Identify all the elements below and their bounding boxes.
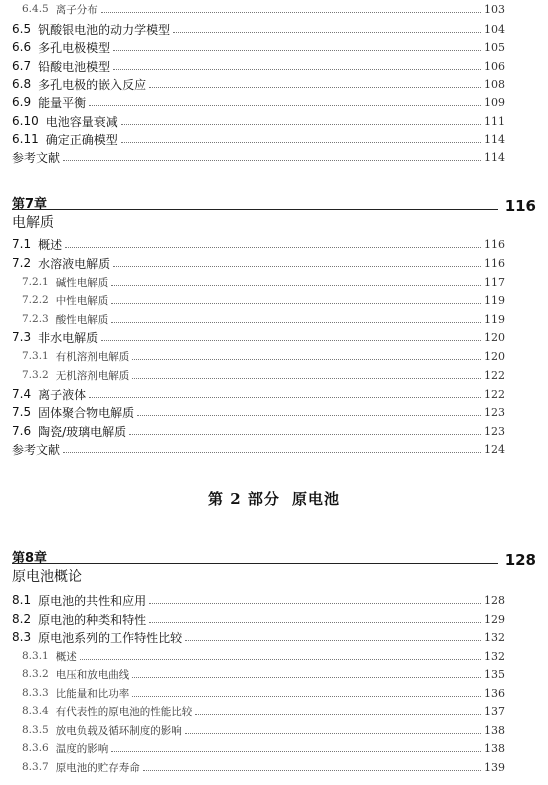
entry-title: 比能量和比功率 xyxy=(55,687,130,700)
toc-entry[interactable] xyxy=(12,385,505,403)
entry-page: 138 xyxy=(484,723,505,737)
entry-page: 105 xyxy=(484,40,505,54)
entry-title: 电压和放电曲线 xyxy=(55,668,130,681)
entry-title: 原电池的种类和特性 xyxy=(38,612,147,627)
entry-page: 128 xyxy=(484,593,505,607)
chapter-title: 电解质 xyxy=(12,215,54,231)
dot-leader xyxy=(63,451,481,453)
entry-page: 123 xyxy=(484,405,505,419)
toc-entry[interactable] xyxy=(12,38,505,56)
toc-entry[interactable] xyxy=(12,235,505,253)
entry-number: 7.5 xyxy=(12,405,32,419)
chapter-rule xyxy=(12,563,498,564)
dot-leader xyxy=(89,104,481,106)
entry-number: 8.3.2 xyxy=(22,668,49,680)
entry-number: 6.6 xyxy=(12,40,32,54)
entry-title: 原电池的共性和应用 xyxy=(38,593,147,608)
entry-number: 7.2 xyxy=(12,256,32,270)
entry-page: 129 xyxy=(484,612,505,626)
entry-number: 8.3 xyxy=(12,630,32,644)
toc-entry[interactable] xyxy=(12,610,505,628)
entry-title: 参考文献 xyxy=(12,442,61,457)
entry-number: 7.4 xyxy=(12,387,32,401)
part-heading[interactable] xyxy=(0,488,548,509)
toc-entry[interactable] xyxy=(12,254,505,272)
part-label: 第 2 部分 xyxy=(208,490,280,508)
toc-entry[interactable] xyxy=(12,647,505,665)
entry-title: 概述 xyxy=(38,237,63,252)
dot-leader xyxy=(137,414,481,416)
toc-entry[interactable] xyxy=(12,628,505,646)
entry-page: 103 xyxy=(484,2,505,16)
dot-leader xyxy=(111,321,481,323)
entry-number: 8.3.4 xyxy=(22,705,49,717)
entry-title: 钒酸银电池的动力学模型 xyxy=(38,22,171,37)
entry-number: 6.10 xyxy=(12,114,39,128)
entry-title: 温度的影响 xyxy=(55,742,109,755)
entry-page: 139 xyxy=(484,760,505,774)
entry-title: 陶瓷/玻璃电解质 xyxy=(38,424,127,439)
entry-number: 6.11 xyxy=(12,132,39,146)
entry-title: 无机溶剂电解质 xyxy=(55,369,130,382)
entry-title: 碱性电解质 xyxy=(55,276,109,289)
toc-entry[interactable] xyxy=(12,721,505,739)
chapter-page: 128 xyxy=(504,551,536,569)
entry-number: 8.3.7 xyxy=(22,761,49,773)
entry-page: 119 xyxy=(484,293,505,307)
dot-leader xyxy=(111,302,481,304)
toc-entry-references[interactable] xyxy=(12,148,505,166)
entry-page: 132 xyxy=(484,630,505,644)
dot-leader xyxy=(132,377,481,379)
dot-leader xyxy=(185,639,481,641)
dot-leader xyxy=(132,695,481,697)
entry-title: 固体聚合物电解质 xyxy=(38,405,135,420)
toc-entry[interactable] xyxy=(12,75,505,93)
dot-leader xyxy=(113,49,481,51)
entry-title: 离子分布 xyxy=(55,3,98,16)
chapter-label: 第7章 xyxy=(12,197,48,212)
entry-number: 7.3 xyxy=(12,330,32,344)
entry-page: 116 xyxy=(484,237,505,251)
dot-leader xyxy=(149,621,481,623)
chapter-rule xyxy=(12,209,498,210)
toc-entry[interactable] xyxy=(12,0,505,18)
entry-page: 104 xyxy=(484,22,505,36)
dot-leader xyxy=(101,11,481,13)
entry-page: 124 xyxy=(484,442,505,456)
toc-entry[interactable] xyxy=(12,328,505,346)
toc-entry[interactable] xyxy=(12,702,505,720)
toc-entry[interactable] xyxy=(12,20,505,38)
dot-leader xyxy=(89,396,481,398)
toc-entry[interactable] xyxy=(12,591,505,609)
toc-entry[interactable] xyxy=(12,665,505,683)
toc-entry[interactable] xyxy=(12,291,505,309)
entry-number: 6.7 xyxy=(12,59,32,73)
dot-leader xyxy=(113,265,481,267)
dot-leader xyxy=(129,433,481,435)
part-title: 原电池 xyxy=(291,490,340,508)
dot-leader xyxy=(185,732,481,734)
entry-number: 6.9 xyxy=(12,95,32,109)
entry-title: 有代表性的原电池的性能比较 xyxy=(55,705,193,718)
entry-page: 106 xyxy=(484,59,505,73)
entry-page: 120 xyxy=(484,330,505,344)
entry-title: 非水电解质 xyxy=(38,330,99,345)
dot-leader xyxy=(143,769,481,771)
dot-leader xyxy=(173,31,481,33)
entry-title: 铅酸电池模型 xyxy=(38,59,111,74)
entry-page: 108 xyxy=(484,77,505,91)
entry-page: 132 xyxy=(484,649,505,663)
toc-entry[interactable] xyxy=(12,347,505,365)
entry-number: 7.2.1 xyxy=(22,276,49,288)
entry-number: 8.3.1 xyxy=(22,650,49,662)
dot-leader xyxy=(63,159,481,161)
entry-number: 7.3.1 xyxy=(22,350,49,362)
entry-number: 6.5 xyxy=(12,22,32,36)
chapter-title: 原电池概论 xyxy=(12,569,82,585)
entry-number: 8.2 xyxy=(12,612,32,626)
entry-title: 概述 xyxy=(55,650,77,663)
entry-number: 7.1 xyxy=(12,237,32,251)
entry-number: 7.2.2 xyxy=(22,294,49,306)
entry-page: 138 xyxy=(484,741,505,755)
toc-entry[interactable] xyxy=(12,739,505,757)
dot-leader xyxy=(149,602,481,604)
toc-entry[interactable] xyxy=(12,130,505,148)
entry-number: 6.8 xyxy=(12,77,32,91)
entry-page: 120 xyxy=(484,349,505,363)
entry-title: 确定正确模型 xyxy=(45,132,118,147)
entry-page: 123 xyxy=(484,424,505,438)
dot-leader xyxy=(195,713,481,715)
toc-entry[interactable] xyxy=(12,684,505,702)
entry-title: 多孔电极的嵌入反应 xyxy=(38,77,147,92)
entry-title: 离子液体 xyxy=(38,387,87,402)
dot-leader xyxy=(113,68,481,70)
chapter-label: 第8章 xyxy=(12,551,48,566)
entry-page: 116 xyxy=(484,256,505,270)
entry-number: 7.2.3 xyxy=(22,313,49,325)
entry-page: 122 xyxy=(484,387,505,401)
entry-page: 117 xyxy=(484,275,505,289)
entry-title: 酸性电解质 xyxy=(55,313,109,326)
entry-page: 137 xyxy=(484,704,505,718)
toc-entry[interactable] xyxy=(12,273,505,291)
entry-page: 136 xyxy=(484,686,505,700)
entry-page: 122 xyxy=(484,368,505,382)
entry-title: 原电池的贮存寿命 xyxy=(55,761,140,774)
entry-title: 多孔电极模型 xyxy=(38,40,111,55)
toc-entry[interactable] xyxy=(12,422,505,440)
toc-entry[interactable] xyxy=(12,366,505,384)
entry-page: 135 xyxy=(484,667,505,681)
toc-entry[interactable] xyxy=(12,403,505,421)
entry-title: 参考文献 xyxy=(12,150,61,165)
chapter-page: 116 xyxy=(504,197,536,215)
dot-leader xyxy=(111,284,481,286)
toc-entry[interactable] xyxy=(12,93,505,111)
entry-number: 7.6 xyxy=(12,424,32,438)
toc-entry[interactable] xyxy=(12,758,505,776)
entry-title: 中性电解质 xyxy=(55,294,109,307)
dot-leader xyxy=(65,246,481,248)
dot-leader xyxy=(111,750,481,752)
entry-number: 8.1 xyxy=(12,593,32,607)
dot-leader xyxy=(121,123,481,125)
dot-leader xyxy=(101,339,481,341)
entry-title: 原电池系列的工作特性比较 xyxy=(38,630,183,645)
entry-page: 109 xyxy=(484,95,505,109)
dot-leader xyxy=(149,86,481,88)
entry-page: 114 xyxy=(484,132,505,146)
entry-number: 8.3.6 xyxy=(22,742,49,754)
entry-title: 水溶液电解质 xyxy=(38,256,111,271)
entry-page: 111 xyxy=(484,114,505,128)
toc-entry[interactable] xyxy=(12,57,505,75)
dot-leader xyxy=(132,676,481,678)
toc-entry[interactable] xyxy=(12,310,505,328)
dot-leader xyxy=(132,358,481,360)
entry-number: 8.3.3 xyxy=(22,687,49,699)
entry-title: 有机溶剂电解质 xyxy=(55,350,130,363)
entry-title: 能量平衡 xyxy=(38,95,87,110)
entry-number: 6.4.5 xyxy=(22,3,49,15)
entry-number: 8.3.5 xyxy=(22,724,49,736)
toc-entry[interactable] xyxy=(12,112,505,130)
entry-title: 电池容量衰减 xyxy=(45,114,118,129)
dot-leader xyxy=(121,141,481,143)
entry-page: 119 xyxy=(484,312,505,326)
entry-title: 放电负载及循环制度的影响 xyxy=(55,724,182,737)
entry-page: 114 xyxy=(484,150,505,164)
entry-number: 7.3.2 xyxy=(22,369,49,381)
dot-leader xyxy=(80,658,481,660)
toc-entry-references[interactable] xyxy=(12,440,505,458)
